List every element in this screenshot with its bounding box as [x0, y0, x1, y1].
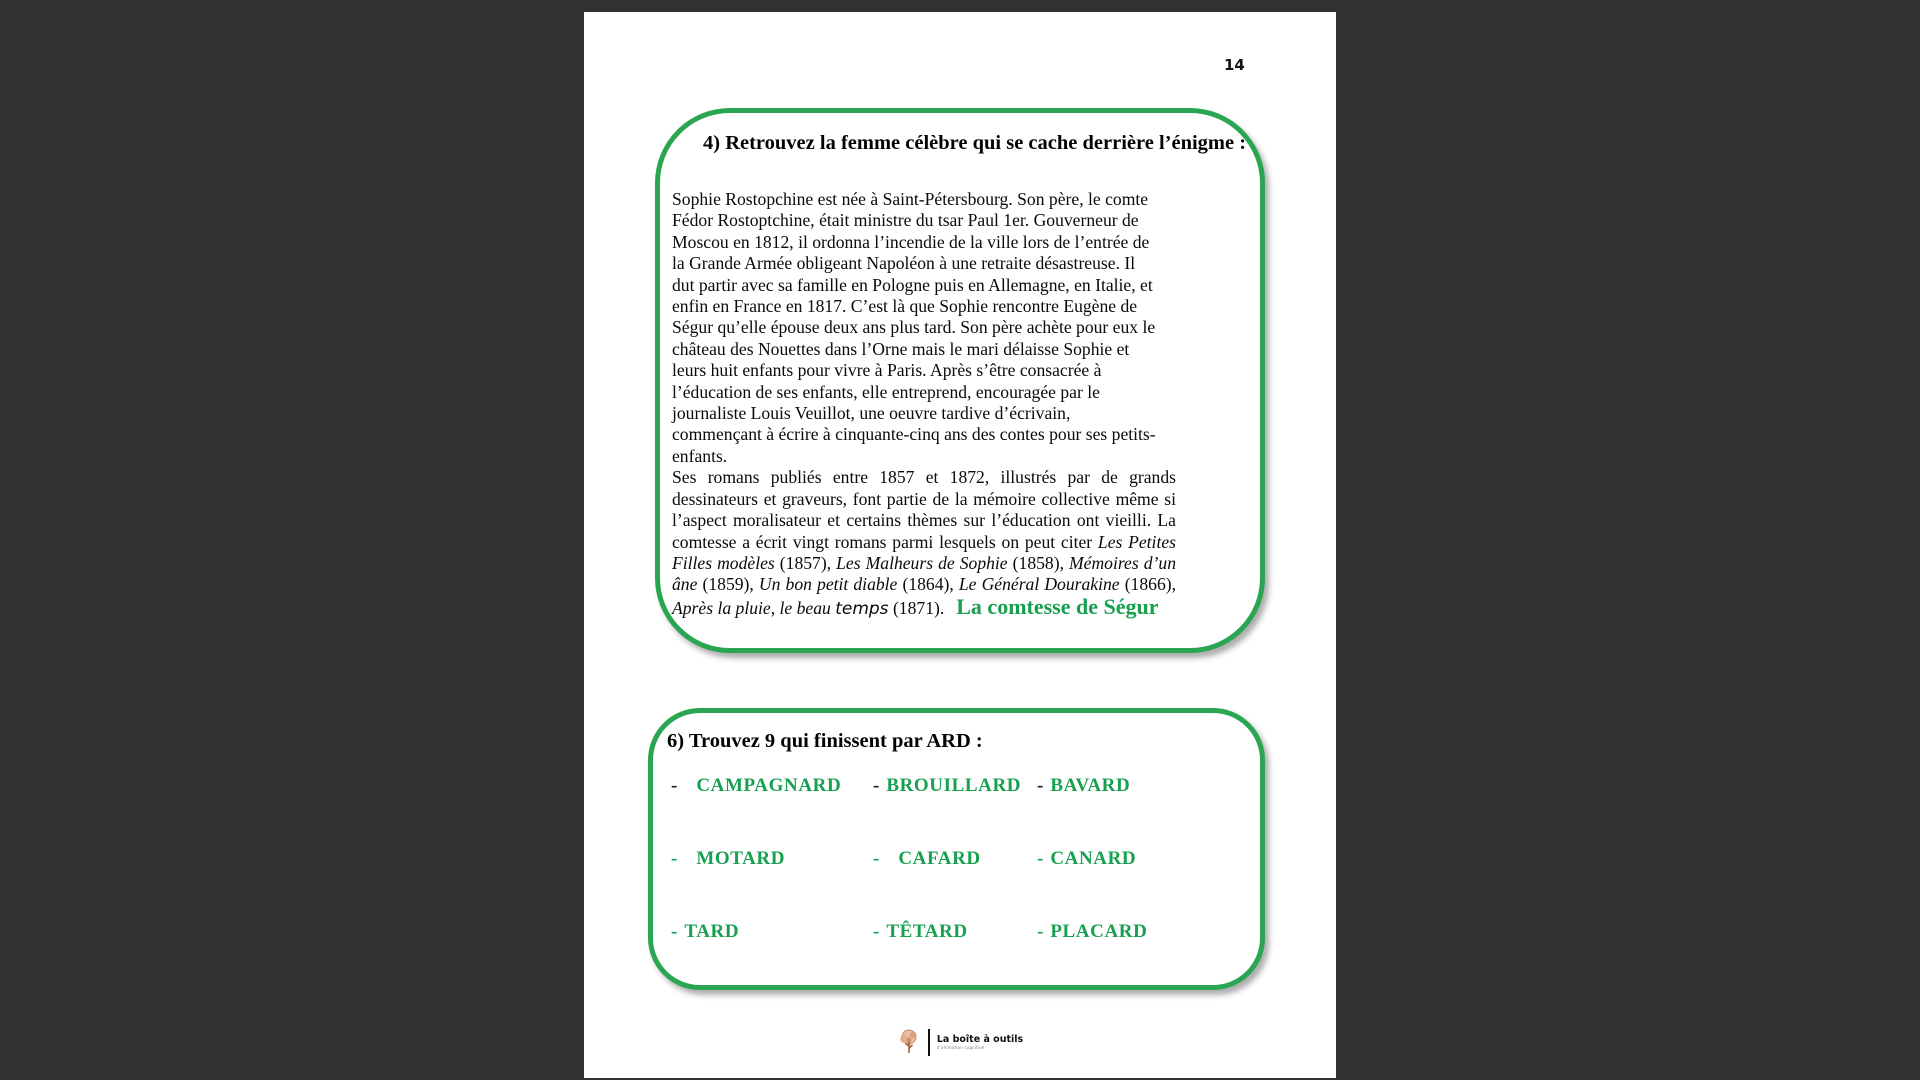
paragraph-line	[672, 532, 1176, 553]
enigma-paragraph-1	[672, 189, 1176, 467]
dash-bullet: -	[873, 921, 880, 942]
answer-word: CANARD	[1050, 848, 1137, 869]
text-segment: Mémoires d’un	[1069, 552, 1176, 573]
text-segment: (1864),	[897, 574, 959, 595]
answer-cell	[671, 775, 873, 797]
brand-tagline: d’animation cognitive	[936, 1045, 985, 1050]
answer-word: CAFARD	[898, 848, 981, 869]
dash-bullet: -	[1037, 775, 1044, 796]
text-segment: (1857),	[774, 552, 837, 573]
answer-cell	[1037, 775, 1260, 797]
text-segment: (1858),	[1007, 552, 1069, 573]
text-segment: Ses romans publiés entre 1857 et 1872, illustrés par de grands	[672, 467, 1176, 488]
answer-word: TARD	[684, 921, 740, 942]
text-segment: Les Petites	[1097, 531, 1176, 552]
tree-icon	[897, 1028, 921, 1056]
paragraph-line: l’éducation de ses enfants, elle entreprend, encouragée par le	[672, 381, 1100, 402]
text-segment: l’aspect moralisateur et certains thèmes sur l’éducation ont vieilli. La	[672, 510, 1176, 531]
page-number: 14	[1224, 56, 1245, 74]
dash-bullet: -	[873, 775, 880, 796]
paragraph-line: Ségur qu’elle épouse deux ans plus tard. Son père achète pour eux le	[672, 317, 1156, 338]
answer-cell	[873, 848, 1037, 870]
paragraph-line: Sophie Rostopchine est née à Saint-Pétersbourg. Son père, le comte	[672, 189, 1149, 209]
paragraph-line	[672, 593, 1176, 620]
answer-cell	[671, 921, 873, 943]
dash-bullet: -	[1037, 921, 1044, 942]
paragraph-line: journaliste Louis Veuillot, une oeuvre tardive d’écrivain,	[672, 403, 1071, 424]
answer-word: MOTARD	[696, 848, 786, 869]
answer-cell	[873, 921, 1037, 943]
paragraph-line: Fédor Rostoptchine, était ministre du tsar Paul 1er. Gouverneur de	[672, 210, 1139, 231]
text-segment: Après la pluie, le beau	[672, 597, 836, 618]
paragraph-line	[672, 553, 1176, 574]
dash-bullet: -	[671, 921, 678, 942]
text-segment: (1871).	[888, 597, 945, 618]
paragraph-line: enfants.	[672, 445, 728, 466]
brand-logo	[584, 1028, 1336, 1056]
brand-text	[937, 1034, 1023, 1050]
dash-bullet: -	[1037, 848, 1044, 869]
ard-box	[648, 708, 1265, 990]
text-segment: dessinateurs et graveurs, font partie de la mémoire collective même si	[672, 488, 1176, 509]
enigma-box	[655, 108, 1265, 653]
answer-row	[671, 775, 1260, 799]
answer-word: BROUILLARD	[886, 775, 1022, 796]
answer-word: TÊTARD	[886, 921, 968, 942]
paragraph-line: leurs huit enfants pour vivre à Paris. Après s’être consacrée à	[672, 360, 1102, 381]
brand-name: La boîte à outils	[936, 1034, 1024, 1045]
text-segment: Un bon petit diable	[758, 574, 898, 595]
enigma-title: 4) Retrouvez la femme célèbre qui se cache derrière l’énigme :	[703, 132, 1247, 154]
ard-answer-rows	[671, 775, 1260, 945]
answer-row	[671, 848, 1260, 872]
text-segment: temps	[835, 598, 889, 619]
answer-cell	[1037, 921, 1260, 943]
text-segment: (1859),	[697, 574, 759, 595]
answer-cell	[873, 775, 1037, 797]
text-segment: Filles modèles	[672, 552, 775, 573]
logo-divider	[928, 1029, 930, 1056]
paragraph-line: dut partir avec sa famille en Pologne puis en Allemagne, en Italie, et	[672, 274, 1153, 295]
answer-cell	[1037, 848, 1260, 870]
paragraph-line: enfin en France en 1817. C’est là que Sophie rencontre Eugène de	[672, 296, 1138, 317]
paragraph-line: commençant à écrire à cinquante-cinq ans des contes pour ses petits-	[672, 424, 1156, 445]
ard-title: 6) Trouvez 9 qui finissent par ARD :	[667, 730, 983, 752]
answer-word: CAMPAGNARD	[696, 775, 842, 796]
dash-bullet: -	[671, 775, 678, 796]
text-segment: Les Malheurs de Sophie	[836, 552, 1008, 573]
paragraph-line: Moscou en 1812, il ordonna l’incendie de la ville lors de l’entrée de	[672, 231, 1150, 252]
dash-bullet: -	[671, 848, 678, 869]
dash-bullet: -	[873, 848, 880, 869]
paragraph-line	[672, 574, 1176, 595]
paragraph-line	[672, 489, 1176, 510]
text-segment: âne	[672, 574, 698, 595]
document-page	[584, 12, 1336, 1078]
text-segment: (1866),	[1119, 574, 1176, 595]
text-segment: Le Général Dourakine	[958, 574, 1120, 595]
enigma-paragraph-2	[672, 467, 1176, 620]
paragraph-line	[672, 467, 1176, 488]
paragraph-line: château des Nouettes dans l’Orne mais le mari délaisse Sophie et	[672, 338, 1130, 359]
paragraph-line: la Grande Armée obligeant Napoléon à une retraite désastreuse. Il	[672, 253, 1136, 274]
answer-row	[671, 921, 1260, 945]
paragraph-line	[672, 510, 1176, 531]
enigma-answer: La comtesse de Ségur	[956, 593, 1159, 619]
answer-cell	[671, 848, 873, 870]
answer-word: BAVARD	[1050, 775, 1131, 796]
answer-word: PLACARD	[1050, 921, 1148, 942]
text-segment: comtesse a écrit vingt romans parmi lesquels on peut citer	[672, 531, 1098, 552]
